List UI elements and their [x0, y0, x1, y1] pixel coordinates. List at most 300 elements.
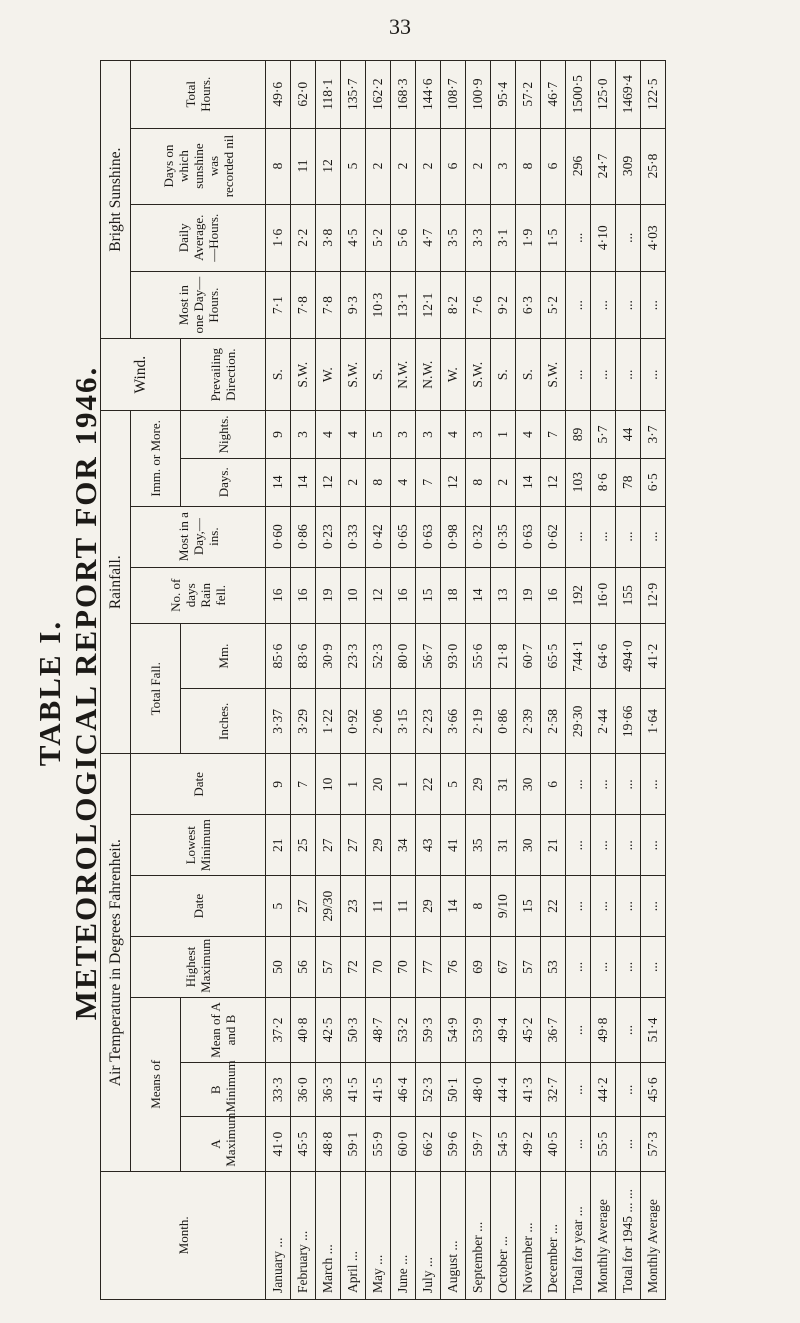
highest-max-cell: 53 — [541, 937, 566, 998]
lowest-date-cell: 1 — [391, 754, 416, 815]
month-cell: November ... — [516, 1171, 541, 1299]
month-cell: May ... — [366, 1171, 391, 1299]
lowest-date-cell: ... — [591, 754, 616, 815]
nil-sun-days-cell: 2 — [366, 128, 391, 204]
a-max-cell: 66·2 — [416, 1117, 441, 1171]
most-sun-cell: 6·3 — [516, 271, 541, 338]
imm-days-cell: 103 — [566, 458, 591, 506]
most-in-day-cell: ... — [616, 506, 641, 567]
imm-nights-cell: 4 — [316, 411, 341, 459]
imm-days-cell: 14 — [291, 458, 316, 506]
month-cell: July ... — [416, 1171, 441, 1299]
imm-days-cell: 8·6 — [591, 458, 616, 506]
a-max-cell: ... — [566, 1117, 591, 1171]
nil-sun-days-cell: 24·7 — [591, 128, 616, 204]
rain-days-cell: 16·0 — [591, 567, 616, 624]
most-in-day-cell: ... — [641, 506, 666, 567]
header-month: Month. — [101, 1171, 266, 1299]
imm-days-cell: 78 — [616, 458, 641, 506]
imm-days-cell: 2 — [491, 458, 516, 506]
header-b-minimum: B Minimum — [181, 1063, 266, 1117]
imm-days-cell: 12 — [441, 458, 466, 506]
mean-ab-cell: 51·4 — [641, 997, 666, 1062]
total-sun-hours-cell: 125·0 — [591, 61, 616, 129]
table-row — [316, 61, 341, 1300]
imm-nights-cell: 89 — [566, 411, 591, 459]
rain-inches-cell: 2·39 — [516, 689, 541, 754]
mean-ab-cell: 40·8 — [291, 997, 316, 1062]
a-max-cell: 45·5 — [291, 1117, 316, 1171]
rain-mm-cell: 41·2 — [641, 624, 666, 689]
summary-row — [591, 61, 616, 1300]
a-max-cell: 57·3 — [641, 1117, 666, 1171]
wind-direction-cell: S.W. — [541, 339, 566, 411]
imm-days-cell: 7 — [416, 458, 441, 506]
rain-inches-cell: 2·23 — [416, 689, 441, 754]
highest-date-cell: 11 — [366, 876, 391, 937]
rain-days-cell: 19 — [316, 567, 341, 624]
rain-inches-cell: 1·22 — [316, 689, 341, 754]
a-max-cell: 59·1 — [341, 1117, 366, 1171]
highest-max-cell: 72 — [341, 937, 366, 998]
a-max-cell: 41·0 — [266, 1117, 291, 1171]
header-lowest-minimum: Lowest Minimum — [131, 815, 266, 876]
lowest-date-cell: 9 — [266, 754, 291, 815]
highest-max-cell: ... — [591, 937, 616, 998]
lowest-min-cell: ... — [591, 815, 616, 876]
rain-inches-cell: 2·44 — [591, 689, 616, 754]
page-number: 33 — [389, 14, 411, 39]
rain-inches-cell: 2·06 — [366, 689, 391, 754]
month-cell: December ... — [541, 1171, 566, 1299]
daily-avg-sun-cell: 2·2 — [291, 204, 316, 271]
imm-nights-cell: 5 — [366, 411, 391, 459]
header-total-fall: Total Fall. — [131, 624, 181, 754]
total-sun-hours-cell: 108·7 — [441, 61, 466, 129]
nil-sun-days-cell: 2 — [391, 128, 416, 204]
mean-ab-cell: 49·8 — [591, 997, 616, 1062]
wind-direction-cell: N.W. — [391, 339, 416, 411]
most-in-day-cell: 0·98 — [441, 506, 466, 567]
rain-mm-cell: 85·6 — [266, 624, 291, 689]
mean-ab-cell: 36·7 — [541, 997, 566, 1062]
highest-date-cell: 27 — [291, 876, 316, 937]
header-air-temperature: Air Temperature in Degrees Fahrenheit. — [101, 754, 131, 1171]
table-row — [391, 61, 416, 1300]
header-most-in-one-day-hours: Most in one Day—Hours. — [131, 271, 266, 338]
a-max-cell: 49·2 — [516, 1117, 541, 1171]
daily-avg-sun-cell: 1·6 — [266, 204, 291, 271]
lowest-min-cell: 43 — [416, 815, 441, 876]
highest-max-cell: 57 — [516, 937, 541, 998]
lowest-min-cell: 27 — [341, 815, 366, 876]
total-sun-hours-cell: 168·3 — [391, 61, 416, 129]
header-total-hours: Total Hours. — [131, 61, 266, 129]
imm-nights-cell: 44 — [616, 411, 641, 459]
rain-mm-cell: 21·8 — [491, 624, 516, 689]
b-min-cell: 41·5 — [341, 1063, 366, 1117]
rain-inches-cell: 3·66 — [441, 689, 466, 754]
highest-date-cell: 15 — [516, 876, 541, 937]
imm-nights-cell: 9 — [266, 411, 291, 459]
most-sun-cell: ... — [641, 271, 666, 338]
most-sun-cell: ... — [616, 271, 641, 338]
table-row — [516, 61, 541, 1300]
daily-avg-sun-cell: 4·5 — [341, 204, 366, 271]
rain-mm-cell: 80·0 — [391, 624, 416, 689]
total-sun-hours-cell: 118·1 — [316, 61, 341, 129]
most-in-day-cell: 0·60 — [266, 506, 291, 567]
summary-label-cell: Total for year ... — [566, 1171, 591, 1299]
highest-max-cell: ... — [566, 937, 591, 998]
nil-sun-days-cell: 6 — [541, 128, 566, 204]
header-a-maximum: A Maximum — [181, 1117, 266, 1171]
table-row — [441, 61, 466, 1300]
rain-mm-cell: 744·1 — [566, 624, 591, 689]
highest-max-cell: ... — [641, 937, 666, 998]
most-in-day-cell: 0·63 — [416, 506, 441, 567]
b-min-cell: 33·3 — [266, 1063, 291, 1117]
rain-mm-cell: 52·3 — [366, 624, 391, 689]
b-min-cell: 41·5 — [366, 1063, 391, 1117]
rain-inches-cell: 3·37 — [266, 689, 291, 754]
highest-date-cell: 14 — [441, 876, 466, 937]
total-sun-hours-cell: 1500·5 — [566, 61, 591, 129]
total-sun-hours-cell: 57·2 — [516, 61, 541, 129]
daily-avg-sun-cell: 5·2 — [366, 204, 391, 271]
b-min-cell: 48·0 — [466, 1063, 491, 1117]
rain-days-cell: 16 — [291, 567, 316, 624]
b-min-cell: ... — [616, 1063, 641, 1117]
most-in-day-cell: 0·33 — [341, 506, 366, 567]
mean-ab-cell: 50·3 — [341, 997, 366, 1062]
meteorological-table — [100, 60, 666, 1300]
most-in-day-cell: 0·86 — [291, 506, 316, 567]
most-in-day-cell: 0·42 — [366, 506, 391, 567]
b-min-cell: 46·4 — [391, 1063, 416, 1117]
lowest-date-cell: ... — [616, 754, 641, 815]
rain-inches-cell: 3·15 — [391, 689, 416, 754]
most-in-day-cell: 0·23 — [316, 506, 341, 567]
summary-body — [566, 61, 666, 1300]
imm-nights-cell: 3 — [291, 411, 316, 459]
imm-days-cell: 4 — [391, 458, 416, 506]
wind-direction-cell: ... — [566, 339, 591, 411]
b-min-cell: 41·3 — [516, 1063, 541, 1117]
nil-sun-days-cell: 3 — [491, 128, 516, 204]
highest-date-cell: ... — [616, 876, 641, 937]
wind-direction-cell: ... — [616, 339, 641, 411]
imm-days-cell: 12 — [541, 458, 566, 506]
lowest-date-cell: 30 — [516, 754, 541, 815]
highest-max-cell: 50 — [266, 937, 291, 998]
summary-row — [616, 61, 641, 1300]
lowest-date-cell: ... — [641, 754, 666, 815]
lowest-date-cell: 1 — [341, 754, 366, 815]
month-cell: October ... — [491, 1171, 516, 1299]
mean-ab-cell: 54·9 — [441, 997, 466, 1062]
lowest-min-cell: ... — [566, 815, 591, 876]
most-sun-cell: 13·1 — [391, 271, 416, 338]
mean-ab-cell: ... — [616, 997, 641, 1062]
highest-max-cell: 70 — [391, 937, 416, 998]
wind-direction-cell: S.W. — [466, 339, 491, 411]
lowest-min-cell: 21 — [266, 815, 291, 876]
imm-nights-cell: 5·7 — [591, 411, 616, 459]
rain-inches-cell: 2·19 — [466, 689, 491, 754]
table-row — [291, 61, 316, 1300]
nil-sun-days-cell: 6 — [441, 128, 466, 204]
rain-inches-cell: 3·29 — [291, 689, 316, 754]
most-sun-cell: ... — [591, 271, 616, 338]
rain-days-cell: 14 — [466, 567, 491, 624]
month-cell: March ... — [316, 1171, 341, 1299]
header-wind: Wind. — [101, 339, 181, 411]
highest-max-cell: 76 — [441, 937, 466, 998]
rain-days-cell: 155 — [616, 567, 641, 624]
lowest-min-cell: 21 — [541, 815, 566, 876]
most-sun-cell: 9·3 — [341, 271, 366, 338]
lowest-date-cell: 31 — [491, 754, 516, 815]
header-days-sunshine-nil: Days on which sunshine was recorded nil — [131, 128, 266, 204]
summary-label-cell: Total for 1945 ... ... — [616, 1171, 641, 1299]
nil-sun-days-cell: 8 — [516, 128, 541, 204]
b-min-cell: 32·7 — [541, 1063, 566, 1117]
highest-date-cell: ... — [591, 876, 616, 937]
lowest-min-cell: 27 — [316, 815, 341, 876]
total-sun-hours-cell: 162·2 — [366, 61, 391, 129]
wind-direction-cell: S. — [366, 339, 391, 411]
a-max-cell: ... — [616, 1117, 641, 1171]
b-min-cell: 36·3 — [316, 1063, 341, 1117]
daily-avg-sun-cell: 4·7 — [416, 204, 441, 271]
rain-days-cell: 15 — [416, 567, 441, 624]
imm-nights-cell: 4 — [516, 411, 541, 459]
b-min-cell: 52·3 — [416, 1063, 441, 1117]
summary-row — [641, 61, 666, 1300]
lowest-min-cell: 31 — [491, 815, 516, 876]
table-row — [491, 61, 516, 1300]
imm-nights-cell: 1 — [491, 411, 516, 459]
rain-days-cell: 19 — [516, 567, 541, 624]
rain-days-cell: 13 — [491, 567, 516, 624]
header-prevailing-direction: Prevailing Direction. — [181, 339, 266, 411]
header-days: Days. — [181, 458, 266, 506]
most-in-day-cell: ... — [591, 506, 616, 567]
b-min-cell: 50·1 — [441, 1063, 466, 1117]
total-sun-hours-cell: 62·0 — [291, 61, 316, 129]
daily-avg-sun-cell: 3·1 — [491, 204, 516, 271]
month-cell: August ... — [441, 1171, 466, 1299]
month-cell: January ... — [266, 1171, 291, 1299]
nil-sun-days-cell: 11 — [291, 128, 316, 204]
nil-sun-days-cell: 12 — [316, 128, 341, 204]
rain-inches-cell: 0·86 — [491, 689, 516, 754]
highest-max-cell: 69 — [466, 937, 491, 998]
most-in-day-cell: 0·32 — [466, 506, 491, 567]
table-row — [416, 61, 441, 1300]
most-sun-cell: 5·2 — [541, 271, 566, 338]
most-sun-cell: 7·1 — [266, 271, 291, 338]
table-row — [366, 61, 391, 1300]
highest-date-cell: 11 — [391, 876, 416, 937]
summary-label-cell: Monthly Average — [641, 1171, 666, 1299]
table-title-line-1: TABLE I. — [32, 619, 67, 767]
header-highest-maximum: Highest Maximum — [131, 937, 266, 998]
lowest-min-cell: 35 — [466, 815, 491, 876]
imm-days-cell: 12 — [316, 458, 341, 506]
lowest-date-cell: 7 — [291, 754, 316, 815]
mean-ab-cell: 48·7 — [366, 997, 391, 1062]
most-sun-cell: ... — [566, 271, 591, 338]
b-min-cell: 44·4 — [491, 1063, 516, 1117]
daily-avg-sun-cell: ... — [616, 204, 641, 271]
rain-inches-cell: 0·92 — [341, 689, 366, 754]
rain-days-cell: 18 — [441, 567, 466, 624]
lowest-date-cell: 6 — [541, 754, 566, 815]
highest-max-cell: 77 — [416, 937, 441, 998]
lowest-min-cell: ... — [616, 815, 641, 876]
mean-ab-cell: 45·2 — [516, 997, 541, 1062]
imm-nights-cell: 3 — [466, 411, 491, 459]
nil-sun-days-cell: 2 — [466, 128, 491, 204]
imm-nights-cell: 3 — [416, 411, 441, 459]
month-cell: June ... — [391, 1171, 416, 1299]
daily-avg-sun-cell: 5·6 — [391, 204, 416, 271]
rain-mm-cell: 55·6 — [466, 624, 491, 689]
most-sun-cell: 7·8 — [316, 271, 341, 338]
lowest-min-cell: ... — [641, 815, 666, 876]
most-sun-cell: 10·3 — [366, 271, 391, 338]
rain-days-cell: 12 — [366, 567, 391, 624]
wind-direction-cell: S.W. — [341, 339, 366, 411]
daily-avg-sun-cell: 1·5 — [541, 204, 566, 271]
highest-max-cell: 56 — [291, 937, 316, 998]
rain-mm-cell: 494·0 — [616, 624, 641, 689]
header-no-of-days-rain: No. of days Rain fell. — [131, 567, 266, 624]
nil-sun-days-cell: 296 — [566, 128, 591, 204]
total-sun-hours-cell: 46·7 — [541, 61, 566, 129]
lowest-date-cell: 20 — [366, 754, 391, 815]
table-title — [32, 93, 104, 1293]
highest-date-cell: 5 — [266, 876, 291, 937]
wind-direction-cell: S.W. — [291, 339, 316, 411]
lowest-min-cell: 29 — [366, 815, 391, 876]
nil-sun-days-cell: 5 — [341, 128, 366, 204]
table-row — [466, 61, 491, 1300]
total-sun-hours-cell: 135·7 — [341, 61, 366, 129]
b-min-cell: 45·6 — [641, 1063, 666, 1117]
summary-row — [566, 61, 591, 1300]
wind-direction-cell: S. — [516, 339, 541, 411]
mean-ab-cell: 53·2 — [391, 997, 416, 1062]
table-header — [101, 61, 266, 1300]
highest-date-cell: ... — [566, 876, 591, 937]
b-min-cell: ... — [566, 1063, 591, 1117]
month-cell: April ... — [341, 1171, 366, 1299]
table-row — [541, 61, 566, 1300]
header-date-lowest: Date — [131, 754, 266, 815]
daily-avg-sun-cell: 3·3 — [466, 204, 491, 271]
most-in-day-cell: 0·62 — [541, 506, 566, 567]
imm-nights-cell: 7 — [541, 411, 566, 459]
imm-days-cell: 6·5 — [641, 458, 666, 506]
wind-direction-cell: N.W. — [416, 339, 441, 411]
wind-direction-cell: S. — [266, 339, 291, 411]
nil-sun-days-cell: 8 — [266, 128, 291, 204]
rain-mm-cell: 93·0 — [441, 624, 466, 689]
month-cell: February ... — [291, 1171, 316, 1299]
table-body — [266, 61, 566, 1300]
lowest-date-cell: 22 — [416, 754, 441, 815]
summary-label-cell: Monthly Average — [591, 1171, 616, 1299]
daily-avg-sun-cell: 4·03 — [641, 204, 666, 271]
header-mm: Mm. — [181, 624, 266, 689]
imm-days-cell: 2 — [341, 458, 366, 506]
rain-inches-cell: 19·66 — [616, 689, 641, 754]
mean-ab-cell: 59·3 — [416, 997, 441, 1062]
a-max-cell: 60·0 — [391, 1117, 416, 1171]
daily-avg-sun-cell: 4·10 — [591, 204, 616, 271]
wind-direction-cell: W. — [316, 339, 341, 411]
total-sun-hours-cell: 100·9 — [466, 61, 491, 129]
most-sun-cell: 9·2 — [491, 271, 516, 338]
rain-days-cell: 16 — [391, 567, 416, 624]
highest-max-cell: 57 — [316, 937, 341, 998]
header-inches: Inches. — [181, 689, 266, 754]
highest-max-cell: 70 — [366, 937, 391, 998]
header-imm-or-more: Imm. or More. — [131, 411, 181, 507]
header-bright-sunshine: Bright Sunshine. — [101, 61, 131, 339]
header-rainfall: Rainfall. — [101, 411, 131, 754]
rain-days-cell: 16 — [266, 567, 291, 624]
mean-ab-cell: 49·4 — [491, 997, 516, 1062]
lowest-min-cell: 41 — [441, 815, 466, 876]
highest-max-cell: ... — [616, 937, 641, 998]
lowest-date-cell: 29 — [466, 754, 491, 815]
most-in-day-cell: 0·35 — [491, 506, 516, 567]
highest-date-cell: 9/10 — [491, 876, 516, 937]
rain-mm-cell: 23·3 — [341, 624, 366, 689]
rain-days-cell: 192 — [566, 567, 591, 624]
lowest-date-cell: 10 — [316, 754, 341, 815]
nil-sun-days-cell: 309 — [616, 128, 641, 204]
daily-avg-sun-cell: 3·8 — [316, 204, 341, 271]
most-sun-cell: 8·2 — [441, 271, 466, 338]
daily-avg-sun-cell: 3·5 — [441, 204, 466, 271]
a-max-cell: 48·8 — [316, 1117, 341, 1171]
total-sun-hours-cell: 49·6 — [266, 61, 291, 129]
imm-nights-cell: 4 — [441, 411, 466, 459]
most-in-day-cell: 0·65 — [391, 506, 416, 567]
imm-days-cell: 14 — [516, 458, 541, 506]
rain-inches-cell: 2·58 — [541, 689, 566, 754]
header-means-of: Means of — [131, 997, 181, 1171]
total-sun-hours-cell: 95·4 — [491, 61, 516, 129]
rain-mm-cell: 56·7 — [416, 624, 441, 689]
header-mean-a-b: Mean of A and B — [181, 997, 266, 1062]
total-sun-hours-cell: 1469·4 — [616, 61, 641, 129]
rain-days-cell: 16 — [541, 567, 566, 624]
rain-mm-cell: 64·6 — [591, 624, 616, 689]
imm-nights-cell: 4 — [341, 411, 366, 459]
most-sun-cell: 7·8 — [291, 271, 316, 338]
mean-ab-cell: 53·9 — [466, 997, 491, 1062]
nil-sun-days-cell: 25·8 — [641, 128, 666, 204]
b-min-cell: 36·0 — [291, 1063, 316, 1117]
nil-sun-days-cell: 2 — [416, 128, 441, 204]
most-in-day-cell: 0·63 — [516, 506, 541, 567]
